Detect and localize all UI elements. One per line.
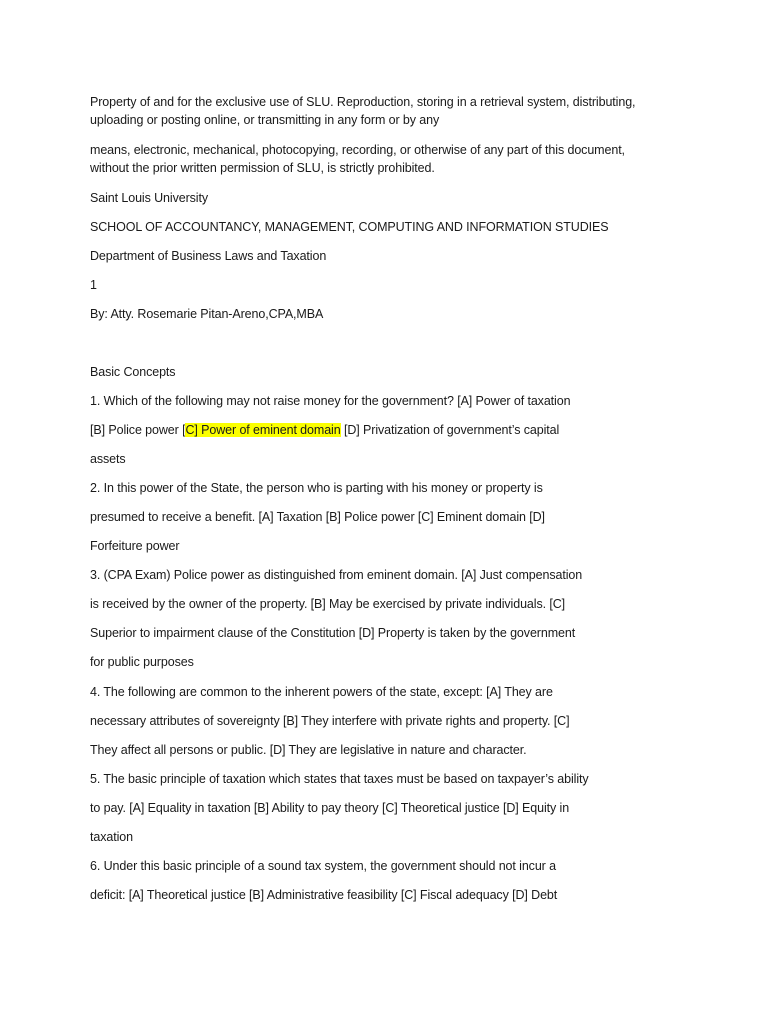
question-6-line-1: 6. Under this basic principle of a sound tax system, the government should not incur a [90, 859, 556, 873]
question-6-line-2: deficit: [A] Theoretical justice [B] Administrative feasibility [C] Fiscal adequacy [D] Debt [90, 888, 558, 902]
question-2-line-1: 2. In this power of the State, the person who is parting with his money or property is [90, 481, 543, 495]
question-5-line-1: 5. The basic principle of taxation which states that taxes must be based on taxpayer’s ability [90, 772, 589, 786]
question-3-line-2: is received by the owner of the property. [B] May be exercised by private individuals. [C] [90, 597, 566, 611]
department-name: Department of Business Laws and Taxation [90, 249, 327, 263]
question-3-line-1: 3. (CPA Exam) Police power as distinguished from eminent domain. [A] Just compensation [90, 568, 583, 582]
question-4-line-2: necessary attributes of sovereignty [B] They interfere with private rights and property. [C] [90, 714, 570, 728]
question-2-line-3: Forfeiture power [90, 539, 180, 553]
copyright-notice-line-4: without the prior written permission of SLU, is strictly prohibited. [90, 161, 435, 175]
school-name: SCHOOL OF ACCOUNTANCY, MANAGEMENT, COMPUTING AND INFORMATION STUDIES [90, 220, 609, 234]
question-3-line-4: for public purposes [90, 655, 194, 669]
question-1-text-before-highlight: [B] Police power [ [90, 423, 186, 437]
question-5-line-3: taxation [90, 830, 133, 844]
question-1-line-3: assets [90, 452, 126, 466]
question-2-line-2: presumed to receive a benefit. [A] Taxation [B] Police power [C] Eminent domain [D] [90, 510, 545, 524]
question-5-line-2: to pay. [A] Equality in taxation [B] Ability to pay theory [C] Theoretical justice [D] Equity in [90, 801, 570, 815]
question-1-line-2 [90, 422, 559, 439]
question-4-line-1: 4. The following are common to the inherent powers of the state, except: [A] They are [90, 685, 553, 699]
question-1-text-after-highlight: [D] Privatization of government’s capital [340, 423, 560, 437]
university-name: Saint Louis University [90, 191, 208, 205]
question-3-line-3: Superior to impairment clause of the Constitution [D] Property is taken by the government [90, 626, 576, 640]
question-4-line-3: They affect all persons or public. [D] They are legislative in nature and character. [90, 743, 527, 757]
page-number: 1 [90, 278, 97, 292]
highlighted-answer: C] Power of eminent domain [185, 423, 341, 437]
copyright-notice-line-2: uploading or posting online, or transmitting in any form or by any [90, 113, 440, 127]
copyright-notice-line-1: Property of and for the exclusive use of SLU. Reproduction, storing in a retrieval system, distributing, [90, 95, 636, 109]
author-line: By: Atty. Rosemarie Pitan-Areno,CPA,MBA [90, 307, 324, 321]
section-title: Basic Concepts [90, 365, 176, 379]
question-1-line-1: 1. Which of the following may not raise money for the government? [A] Power of taxation [90, 394, 571, 408]
copyright-notice-line-3: means, electronic, mechanical, photocopying, recording, or otherwise of any part of this document, [90, 143, 625, 157]
